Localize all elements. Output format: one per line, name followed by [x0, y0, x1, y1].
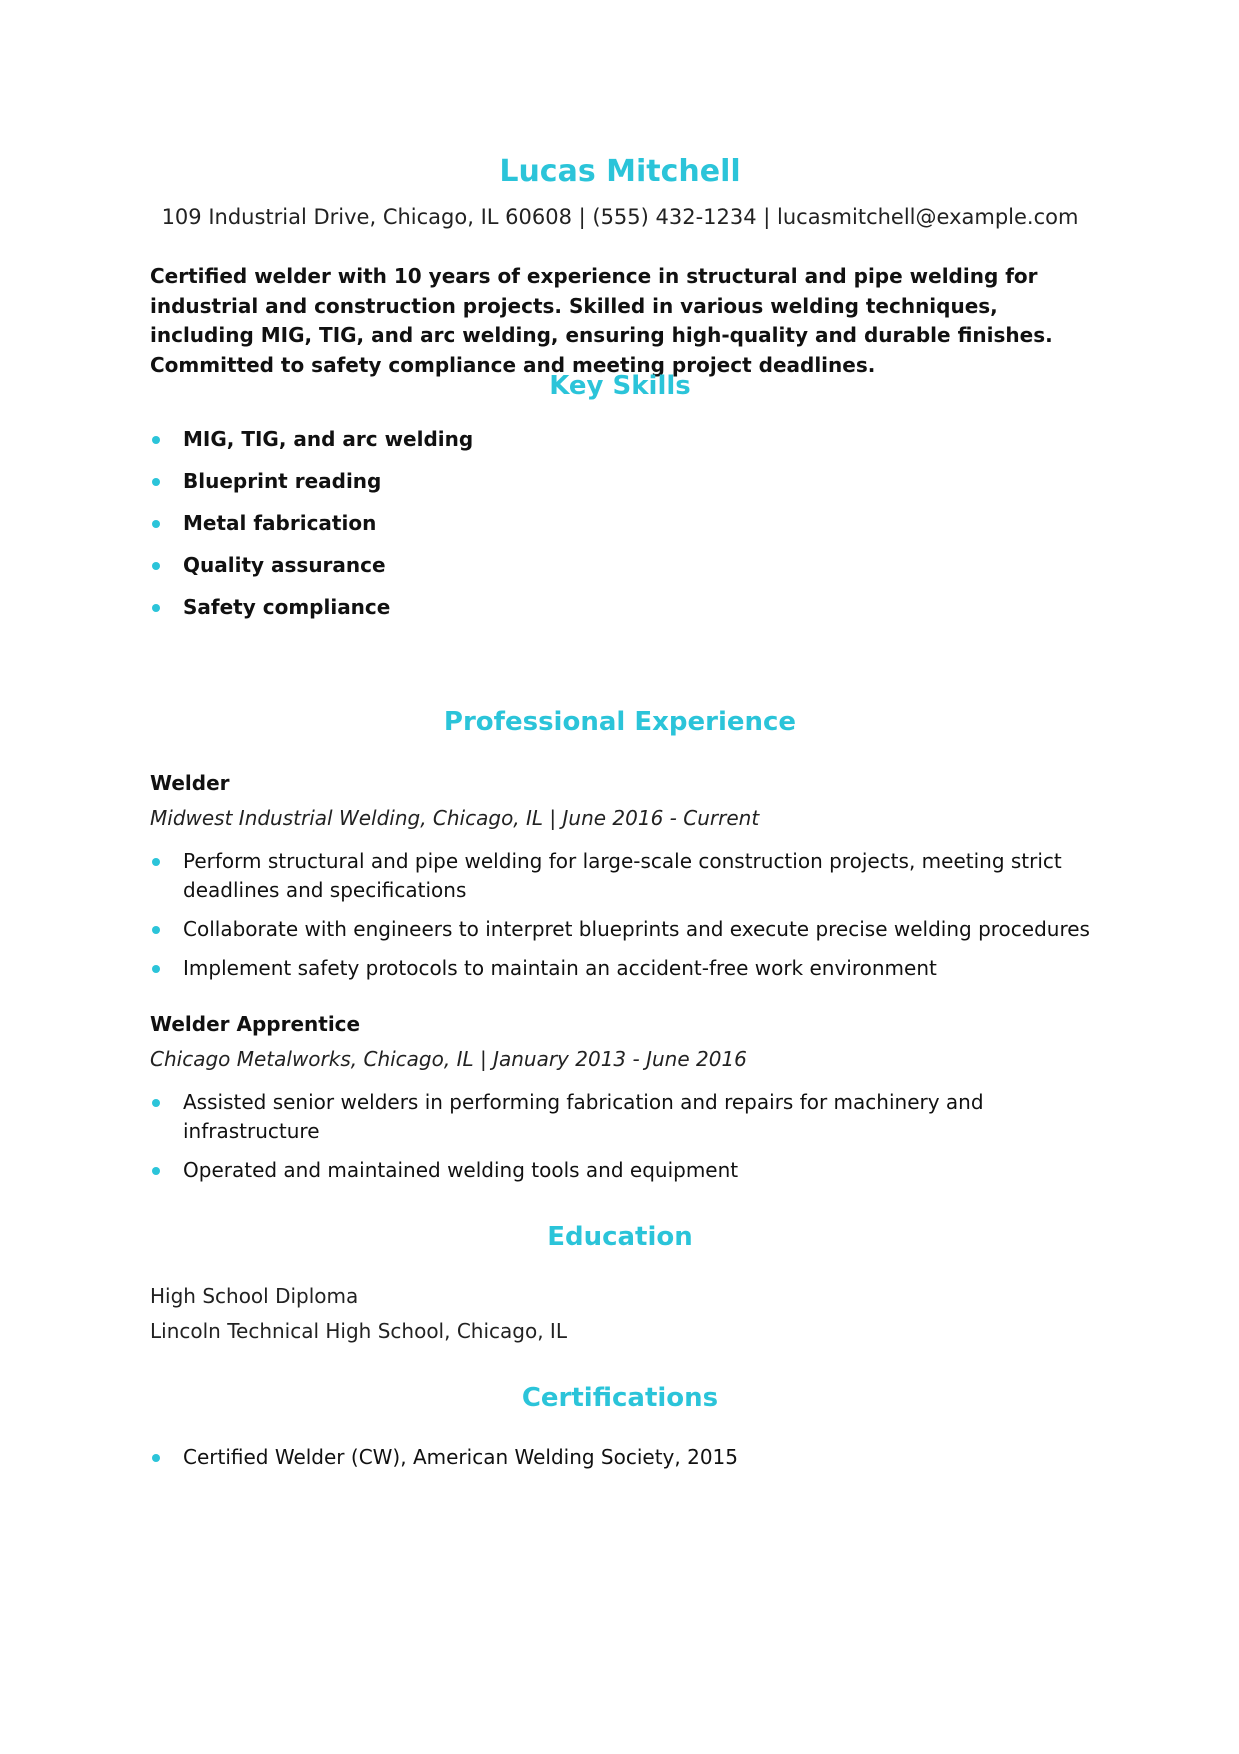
duty-text: Assisted senior welders in performing fabrication and repairs for machinery and infrastructure [183, 1090, 984, 1143]
job-title: Welder [150, 771, 230, 795]
duty-item [150, 847, 1090, 905]
section-title-experience: Professional Experience [443, 707, 797, 737]
duty-text: Operated and maintained welding tools and equipment [183, 1158, 739, 1182]
bullet-icon [152, 965, 160, 973]
skill-label: Metal fabrication [183, 511, 377, 535]
bullet-icon [152, 562, 160, 570]
duty-item [150, 954, 1090, 983]
skill-label: MIG, TIG, and arc welding [183, 427, 474, 451]
duty-item [150, 1088, 1090, 1146]
duty-item [150, 1156, 1090, 1185]
bullet-icon [152, 1099, 160, 1107]
bullet-icon [152, 1454, 160, 1462]
duty-text: Perform structural and pipe welding for large-scale construction projects, meeting strict deadlines and specifications [183, 849, 1062, 902]
skill-label: Safety compliance [183, 595, 391, 619]
bullet-icon [152, 858, 160, 866]
skill-label: Blueprint reading [183, 469, 382, 493]
bullet-icon [152, 604, 160, 612]
section-title-key-skills: Key Skills [549, 371, 691, 401]
education-school: Lincoln Technical High School, Chicago, IL [150, 1319, 567, 1343]
duty-item [150, 915, 1090, 944]
duty-text: Implement safety protocols to maintain an accident-free work environment [183, 956, 937, 980]
summary-paragraph: Certified welder with 10 years of experience in structural and pipe welding for industrial and construction projects. Skilled in various welding techniques, including MIG, TIG, and arc welding, ensuring high-quality and durable finishes. Committed to safety compliance and meeting project deadlines. [150, 264, 1053, 377]
bullet-icon [152, 1167, 160, 1175]
skill-item [150, 551, 1090, 580]
skill-item [150, 425, 1090, 454]
candidate-name: Lucas Mitchell [499, 154, 741, 189]
section-title-education: Education [547, 1222, 693, 1252]
duty-text: Collaborate with engineers to interpret blueprints and execute precise welding procedures [183, 917, 1090, 941]
certifications-list [150, 1443, 1090, 1482]
job-duties-list [150, 1088, 1090, 1195]
skill-label: Quality assurance [183, 553, 386, 577]
bullet-icon [152, 520, 160, 528]
bullet-icon [152, 926, 160, 934]
certification-text: Certified Welder (CW), American Welding Society, 2015 [183, 1445, 739, 1469]
contact-info: 109 Industrial Drive, Chicago, IL 60608 | (555) 432-1234 | lucasmitchell@example.com [161, 205, 1079, 229]
bullet-icon [152, 436, 160, 444]
job-title: Welder Apprentice [150, 1012, 361, 1036]
section-title-certifications: Certifications [521, 1383, 719, 1413]
job-duties-list [150, 847, 1090, 993]
skills-list [150, 425, 1090, 635]
job-meta: Midwest Industrial Welding, Chicago, IL | June 2016 - Current [150, 806, 760, 830]
education-degree: High School Diploma [150, 1284, 359, 1308]
bullet-icon [152, 478, 160, 486]
skill-item [150, 509, 1090, 538]
skill-item [150, 467, 1090, 496]
job-meta: Chicago Metalworks, Chicago, IL | January 2013 - June 2016 [150, 1047, 747, 1071]
skill-item [150, 593, 1090, 622]
certification-item [150, 1443, 1090, 1472]
